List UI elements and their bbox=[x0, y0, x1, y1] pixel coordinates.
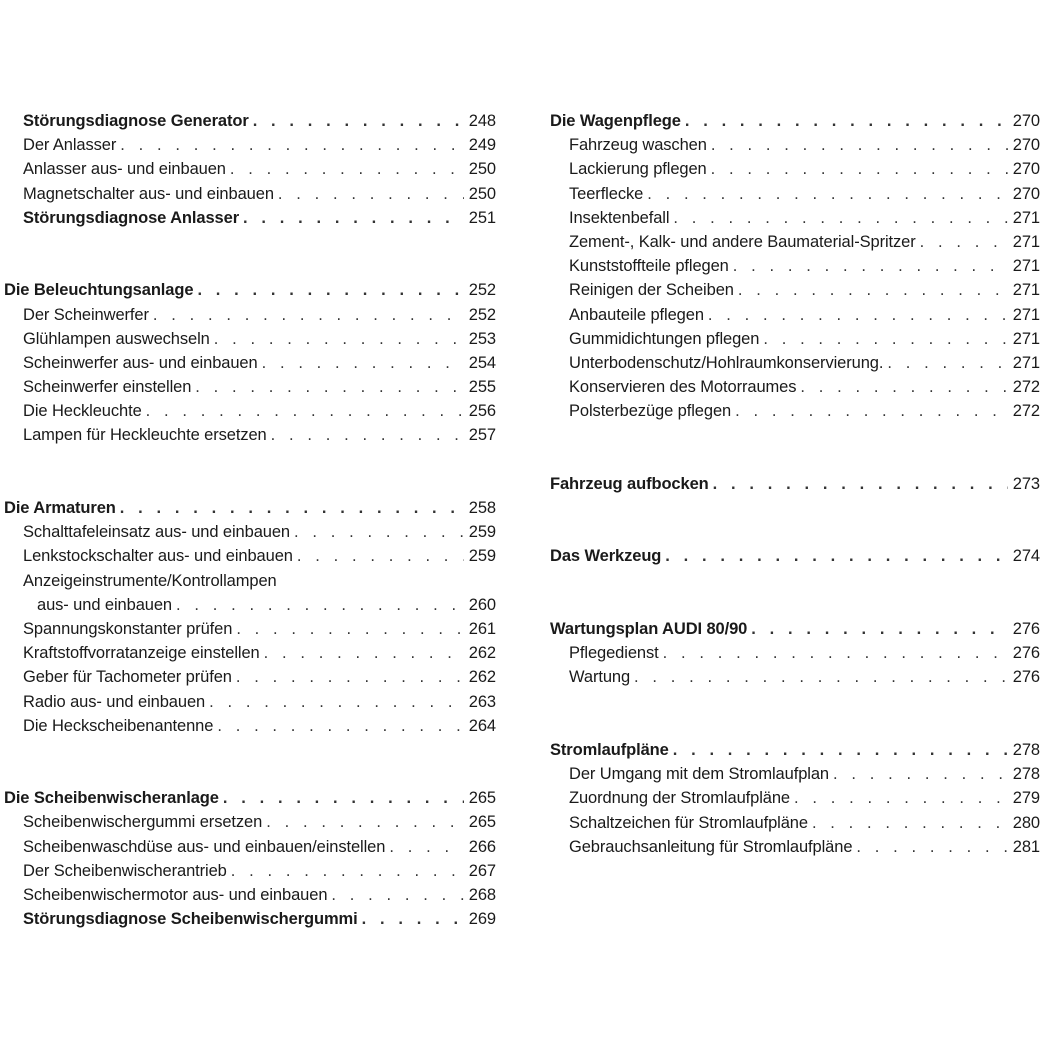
leader-dots bbox=[669, 206, 1008, 230]
leader-dots bbox=[262, 810, 464, 834]
toc-entry-scheibenwischergummi-ersetzen bbox=[4, 810, 496, 834]
toc-entry-scheibenwischermotor-aus-und-einbauen bbox=[4, 883, 496, 907]
toc-entry-zement-kalk-und-andere-baumaterial-spritzer bbox=[550, 230, 1040, 254]
toc-entry-title: Der Anlasser bbox=[23, 136, 117, 155]
toc-entry-title: Das Werkzeug bbox=[550, 547, 662, 566]
toc-page-number: 259 bbox=[468, 547, 496, 566]
toc-entry-title: Lenkstockschalter aus- und einbauen bbox=[23, 547, 293, 566]
toc-entry-title: Der Scheinwerfer bbox=[23, 305, 149, 324]
toc-entry-title: Scheibenwischermotor aus- und einbauen bbox=[23, 886, 328, 905]
toc-page-number: 271 bbox=[1012, 257, 1040, 276]
leader-dots bbox=[213, 714, 464, 738]
toc-page-number: 265 bbox=[468, 813, 496, 832]
toc-section-stromlaufplaene bbox=[550, 738, 1040, 762]
leader-dots bbox=[704, 303, 1008, 327]
toc-page-number: 250 bbox=[468, 160, 496, 179]
toc-page-number: 262 bbox=[468, 644, 496, 663]
toc-page-number: 271 bbox=[1012, 281, 1040, 300]
toc-page-number: 270 bbox=[1012, 112, 1040, 130]
toc-entry-insektenbefall bbox=[550, 206, 1040, 230]
toc-entry-lampen-fuer-heckleuchte-ersetzen bbox=[4, 423, 496, 447]
toc-page-number: 250 bbox=[468, 184, 496, 203]
leader-dots bbox=[116, 496, 464, 520]
toc-entry-pflegedienst bbox=[550, 641, 1040, 665]
leader-dots bbox=[709, 472, 1008, 496]
leader-dots bbox=[172, 593, 464, 617]
toc-section-die-wagenpflege bbox=[550, 109, 1040, 133]
toc-page-number: 258 bbox=[468, 499, 496, 518]
toc-entry-title: Scheibenwaschdüse aus- und einbauen/einstellen bbox=[23, 837, 386, 856]
toc-page-number: 254 bbox=[468, 353, 496, 372]
toc-entry-schalttafeleinsatz-aus-und-einbauen bbox=[4, 520, 496, 544]
toc-entry-radio-aus-und-einbauen bbox=[4, 690, 496, 714]
leader-dots bbox=[258, 351, 464, 375]
leader-dots bbox=[707, 133, 1008, 157]
leader-dots bbox=[205, 690, 464, 714]
leader-dots bbox=[883, 351, 1008, 375]
toc-page-number: 264 bbox=[468, 716, 496, 735]
toc-page-number: 263 bbox=[468, 692, 496, 711]
toc-page-number: 268 bbox=[468, 886, 496, 905]
toc-entry-der-scheibenwischerantrieb bbox=[4, 859, 496, 883]
toc-entry-die-heckleuchte bbox=[4, 399, 496, 423]
toc-entry-konservieren-des-motorraumes bbox=[550, 375, 1040, 399]
leader-dots bbox=[734, 278, 1008, 302]
toc-page-number: 255 bbox=[468, 378, 496, 397]
leader-dots bbox=[759, 327, 1008, 351]
section-spacer bbox=[4, 738, 496, 786]
toc-entry-spannungskonstanter-pruefen bbox=[4, 617, 496, 641]
leader-dots bbox=[226, 157, 464, 181]
toc-entry-gluehlampen-auswechseln bbox=[4, 327, 496, 351]
toc-page-number: 280 bbox=[1012, 813, 1040, 832]
toc-page-number: 272 bbox=[1012, 378, 1040, 397]
toc-page-number: 281 bbox=[1012, 837, 1040, 856]
toc-entry-schaltzeichen-fuer-stromlaufplaene bbox=[550, 811, 1040, 835]
toc-entry-title: Scheinwerfer einstellen bbox=[23, 378, 192, 397]
toc-entry-stoerungsdiagnose-scheibenwischergummi bbox=[4, 907, 496, 931]
toc-page-number: 271 bbox=[1012, 208, 1040, 227]
leader-dots bbox=[661, 544, 1008, 568]
toc-entry-title: Gebrauchsanleitung für Stromlaufpläne bbox=[569, 837, 853, 856]
toc-entry-kraftstoffvorratanzeige-einstellen bbox=[4, 641, 496, 665]
toc-entry-title: Stromlaufpläne bbox=[550, 740, 669, 759]
toc-page-number: 251 bbox=[468, 208, 496, 227]
toc-entry-title: Die Wagenpflege bbox=[550, 112, 681, 130]
toc-page-number: 271 bbox=[1012, 329, 1040, 348]
toc-entry-title: Radio aus- und einbauen bbox=[23, 692, 206, 711]
toc-entry-title: Scheibenwischergummi ersetzen bbox=[23, 813, 263, 832]
toc-page-number: 278 bbox=[1012, 740, 1040, 759]
toc-page-number: 252 bbox=[468, 281, 496, 300]
toc-page-number: 266 bbox=[468, 837, 496, 856]
leader-dots bbox=[116, 133, 464, 157]
toc-entry-fahrzeug-waschen bbox=[550, 133, 1040, 157]
toc-entry-zuordnung-der-stromlaufplaene bbox=[550, 786, 1040, 810]
toc-entry-polsterbezuege-pflegen bbox=[550, 399, 1040, 423]
toc-entry-magnetschalter-aus-und-einbauen bbox=[4, 182, 496, 206]
leader-dots bbox=[327, 883, 464, 907]
toc-entry-geber-fuer-tachometer-pruefen bbox=[4, 665, 496, 689]
section-spacer bbox=[550, 690, 1040, 738]
toc-page-number: 271 bbox=[1012, 353, 1040, 372]
toc-entry-title: Wartungsplan AUDI 80/90 bbox=[550, 619, 748, 638]
toc-entry-title: Gummidichtungen pflegen bbox=[569, 329, 760, 348]
leader-dots bbox=[808, 811, 1008, 835]
section-spacer bbox=[4, 448, 496, 496]
leader-dots bbox=[267, 423, 464, 447]
leader-dots bbox=[790, 786, 1008, 810]
toc-entry-title: Der Umgang mit dem Stromlaufplan bbox=[569, 765, 829, 784]
toc-entry-title: Magnetschalter aus- und einbauen bbox=[23, 184, 274, 203]
toc-entry-title: Die Armaturen bbox=[4, 499, 116, 518]
leader-dots bbox=[149, 303, 464, 327]
toc-page-number: 274 bbox=[1012, 547, 1040, 566]
toc-entry-anzeigeinstrumente-kontrollampen bbox=[4, 569, 496, 593]
toc-page-number: 265 bbox=[468, 789, 496, 808]
toc-entry-die-heckscheibenantenne bbox=[4, 714, 496, 738]
toc-page-number: 249 bbox=[468, 136, 496, 155]
leader-dots bbox=[643, 182, 1008, 206]
toc-entry-title: Kraftstoffvorratanzeige einstellen bbox=[23, 644, 260, 663]
leader-dots bbox=[630, 665, 1008, 689]
toc-entry-title: Insektenbefall bbox=[569, 208, 670, 227]
toc-section-fahrzeug-aufbocken bbox=[550, 472, 1040, 496]
toc-page-number: 253 bbox=[468, 329, 496, 348]
toc-entry-title: Fahrzeug aufbocken bbox=[550, 474, 709, 493]
toc-entry-gebrauchsanleitung-fuer-stromlaufplaene bbox=[550, 835, 1040, 859]
toc-entry-title: Die Beleuchtungsanlage bbox=[4, 281, 194, 300]
toc-entry-title: Kunststoffteile pflegen bbox=[569, 257, 729, 276]
toc-page-number: 276 bbox=[1012, 619, 1040, 638]
leader-dots bbox=[829, 762, 1008, 786]
toc-page-number: 267 bbox=[468, 861, 496, 880]
leader-dots bbox=[916, 230, 1008, 254]
toc-entry-title: Der Scheibenwischerantrieb bbox=[23, 861, 227, 880]
leader-dots bbox=[659, 641, 1008, 665]
toc-entry-title: Zement-, Kalk- und andere Baumaterial-Spritzer bbox=[569, 232, 916, 251]
leader-dots bbox=[227, 859, 464, 883]
toc-page-number: 271 bbox=[1012, 232, 1040, 251]
toc-entry-title: Teerflecke bbox=[569, 184, 644, 203]
leader-dots bbox=[210, 327, 464, 351]
toc-page-number: 252 bbox=[468, 305, 496, 324]
toc-entry-stoerungsdiagnose-generator bbox=[4, 109, 496, 133]
section-spacer bbox=[550, 496, 1040, 544]
leader-dots bbox=[707, 157, 1008, 181]
toc-page-number: 278 bbox=[1012, 765, 1040, 784]
toc-entry-title: Lackierung pflegen bbox=[569, 160, 707, 179]
leader-dots bbox=[669, 738, 1008, 762]
toc-page-number: 272 bbox=[1012, 402, 1040, 421]
leader-dots bbox=[232, 665, 464, 689]
section-spacer bbox=[550, 569, 1040, 617]
toc-page-number: 260 bbox=[468, 595, 496, 614]
leader-dots bbox=[232, 617, 464, 641]
toc-entry-der-scheinwerfer bbox=[4, 303, 496, 327]
leader-dots bbox=[293, 544, 464, 568]
toc-entry-title: Spannungskonstanter prüfen bbox=[23, 619, 233, 638]
leader-dots bbox=[290, 520, 464, 544]
toc-entry-teerflecke bbox=[550, 182, 1040, 206]
toc-entry-title: Zuordnung der Stromlaufpläne bbox=[569, 789, 791, 808]
toc-entry-title: Die Heckleuchte bbox=[23, 402, 142, 421]
toc-entry-aus-und-einbauen bbox=[4, 593, 496, 617]
toc-page-number: 276 bbox=[1012, 644, 1040, 663]
toc-page-number: 269 bbox=[468, 910, 496, 929]
toc-page-number: 259 bbox=[468, 523, 496, 542]
toc-page-number: 257 bbox=[468, 426, 496, 445]
toc-page-number: 256 bbox=[468, 402, 496, 421]
toc-page-number: 270 bbox=[1012, 160, 1040, 179]
toc-entry-der-umgang-mit-dem-stromlaufplan bbox=[550, 762, 1040, 786]
toc-entry-title: aus- und einbauen bbox=[37, 595, 172, 614]
toc-page-number: 270 bbox=[1012, 136, 1040, 155]
toc-column-right bbox=[550, 109, 1040, 859]
leader-dots bbox=[852, 835, 1008, 859]
leader-dots bbox=[239, 206, 464, 230]
leader-dots bbox=[191, 375, 464, 399]
toc-entry-scheibenwaschduese-aus-und-einbauen-einstellen bbox=[4, 835, 496, 859]
toc-entry-title: Glühlampen auswechseln bbox=[23, 329, 210, 348]
toc-page-number: 261 bbox=[468, 619, 496, 638]
toc-entry-title: Die Scheibenwischeranlage bbox=[4, 789, 219, 808]
toc-entry-title: Schaltzeichen für Stromlaufpläne bbox=[569, 813, 808, 832]
section-spacer bbox=[4, 230, 496, 278]
toc-column-left bbox=[4, 109, 496, 931]
toc-entry-title: Störungsdiagnose Scheibenwischergummi bbox=[23, 910, 358, 929]
toc-section-das-werkzeug bbox=[550, 544, 1040, 568]
toc-page-number: 276 bbox=[1012, 668, 1040, 687]
leader-dots bbox=[358, 907, 464, 931]
toc-page-number: 271 bbox=[1012, 305, 1040, 324]
toc-entry-title: Lampen für Heckleuchte ersetzen bbox=[23, 426, 267, 445]
toc-entry-title: Unterbodenschutz/Hohlraumkonservierung. bbox=[569, 353, 884, 372]
leader-dots bbox=[142, 399, 464, 423]
toc-page-number: 279 bbox=[1012, 789, 1040, 808]
toc-section-die-armaturen bbox=[4, 496, 496, 520]
leader-dots bbox=[681, 109, 1008, 133]
toc-entry-title: Störungsdiagnose Generator bbox=[23, 112, 249, 130]
toc-entry-stoerungsdiagnose-anlasser bbox=[4, 206, 496, 230]
toc-section-wartungsplan-audi-80-90 bbox=[550, 617, 1040, 641]
toc-entry-title: Polsterbezüge pflegen bbox=[569, 402, 732, 421]
toc-entry-title: Anbauteile pflegen bbox=[569, 305, 704, 324]
toc-entry-wartung bbox=[550, 665, 1040, 689]
leader-dots bbox=[731, 399, 1008, 423]
toc-entry-title: Reinigen der Scheiben bbox=[569, 281, 734, 300]
toc-entry-title: Wartung bbox=[569, 668, 631, 687]
toc-entry-reinigen-der-scheiben bbox=[550, 278, 1040, 302]
toc-page-number: 273 bbox=[1012, 474, 1040, 493]
toc-page-number: 262 bbox=[468, 668, 496, 687]
toc-entry-lenkstockschalter-aus-und-einbauen bbox=[4, 544, 496, 568]
toc-section-die-scheibenwischeranlage bbox=[4, 786, 496, 810]
toc-entry-title: Die Heckscheibenantenne bbox=[23, 716, 214, 735]
toc-entry-kunststoffteile-pflegen bbox=[550, 254, 1040, 278]
toc-entry-title: Störungsdiagnose Anlasser bbox=[23, 208, 240, 227]
toc-entry-title: Scheinwerfer aus- und einbauen bbox=[23, 353, 258, 372]
toc-entry-title: Anzeigeinstrumente/Kontrollampen bbox=[23, 571, 277, 590]
toc-entry-title: Konservieren des Motorraumes bbox=[569, 378, 797, 397]
toc-entry-title: Fahrzeug waschen bbox=[569, 136, 707, 155]
toc-entry-title: Schalttafeleinsatz aus- und einbauen bbox=[23, 523, 291, 542]
toc-entry-title: Pflegedienst bbox=[569, 644, 659, 663]
toc-page-number: 248 bbox=[468, 112, 496, 130]
leader-dots bbox=[385, 835, 464, 859]
toc-entry-anlasser-aus-und-einbauen bbox=[4, 157, 496, 181]
leader-dots bbox=[747, 617, 1008, 641]
toc-entry-scheinwerfer-aus-und-einbauen bbox=[4, 351, 496, 375]
leader-dots bbox=[729, 254, 1008, 278]
leader-dots bbox=[796, 375, 1008, 399]
toc-entry-scheinwerfer-einstellen bbox=[4, 375, 496, 399]
section-spacer bbox=[550, 423, 1040, 471]
toc-entry-der-anlasser bbox=[4, 133, 496, 157]
leader-dots bbox=[249, 109, 464, 133]
leader-dots bbox=[193, 278, 464, 302]
toc-entry-title: Anlasser aus- und einbauen bbox=[23, 160, 226, 179]
toc-entry-unterbodenschutz-hohlraumkonservierung bbox=[550, 351, 1040, 375]
leader-dots bbox=[274, 182, 464, 206]
toc-section-die-beleuchtungsanlage bbox=[4, 278, 496, 302]
toc-entry-gummidichtungen-pflegen bbox=[550, 327, 1040, 351]
leader-dots bbox=[219, 786, 464, 810]
toc-entry-anbauteile-pflegen bbox=[550, 303, 1040, 327]
leader-dots bbox=[260, 641, 464, 665]
toc-entry-lackierung-pflegen bbox=[550, 157, 1040, 181]
toc-page-number: 270 bbox=[1012, 184, 1040, 203]
toc-entry-title: Geber für Tachometer prüfen bbox=[23, 668, 232, 687]
